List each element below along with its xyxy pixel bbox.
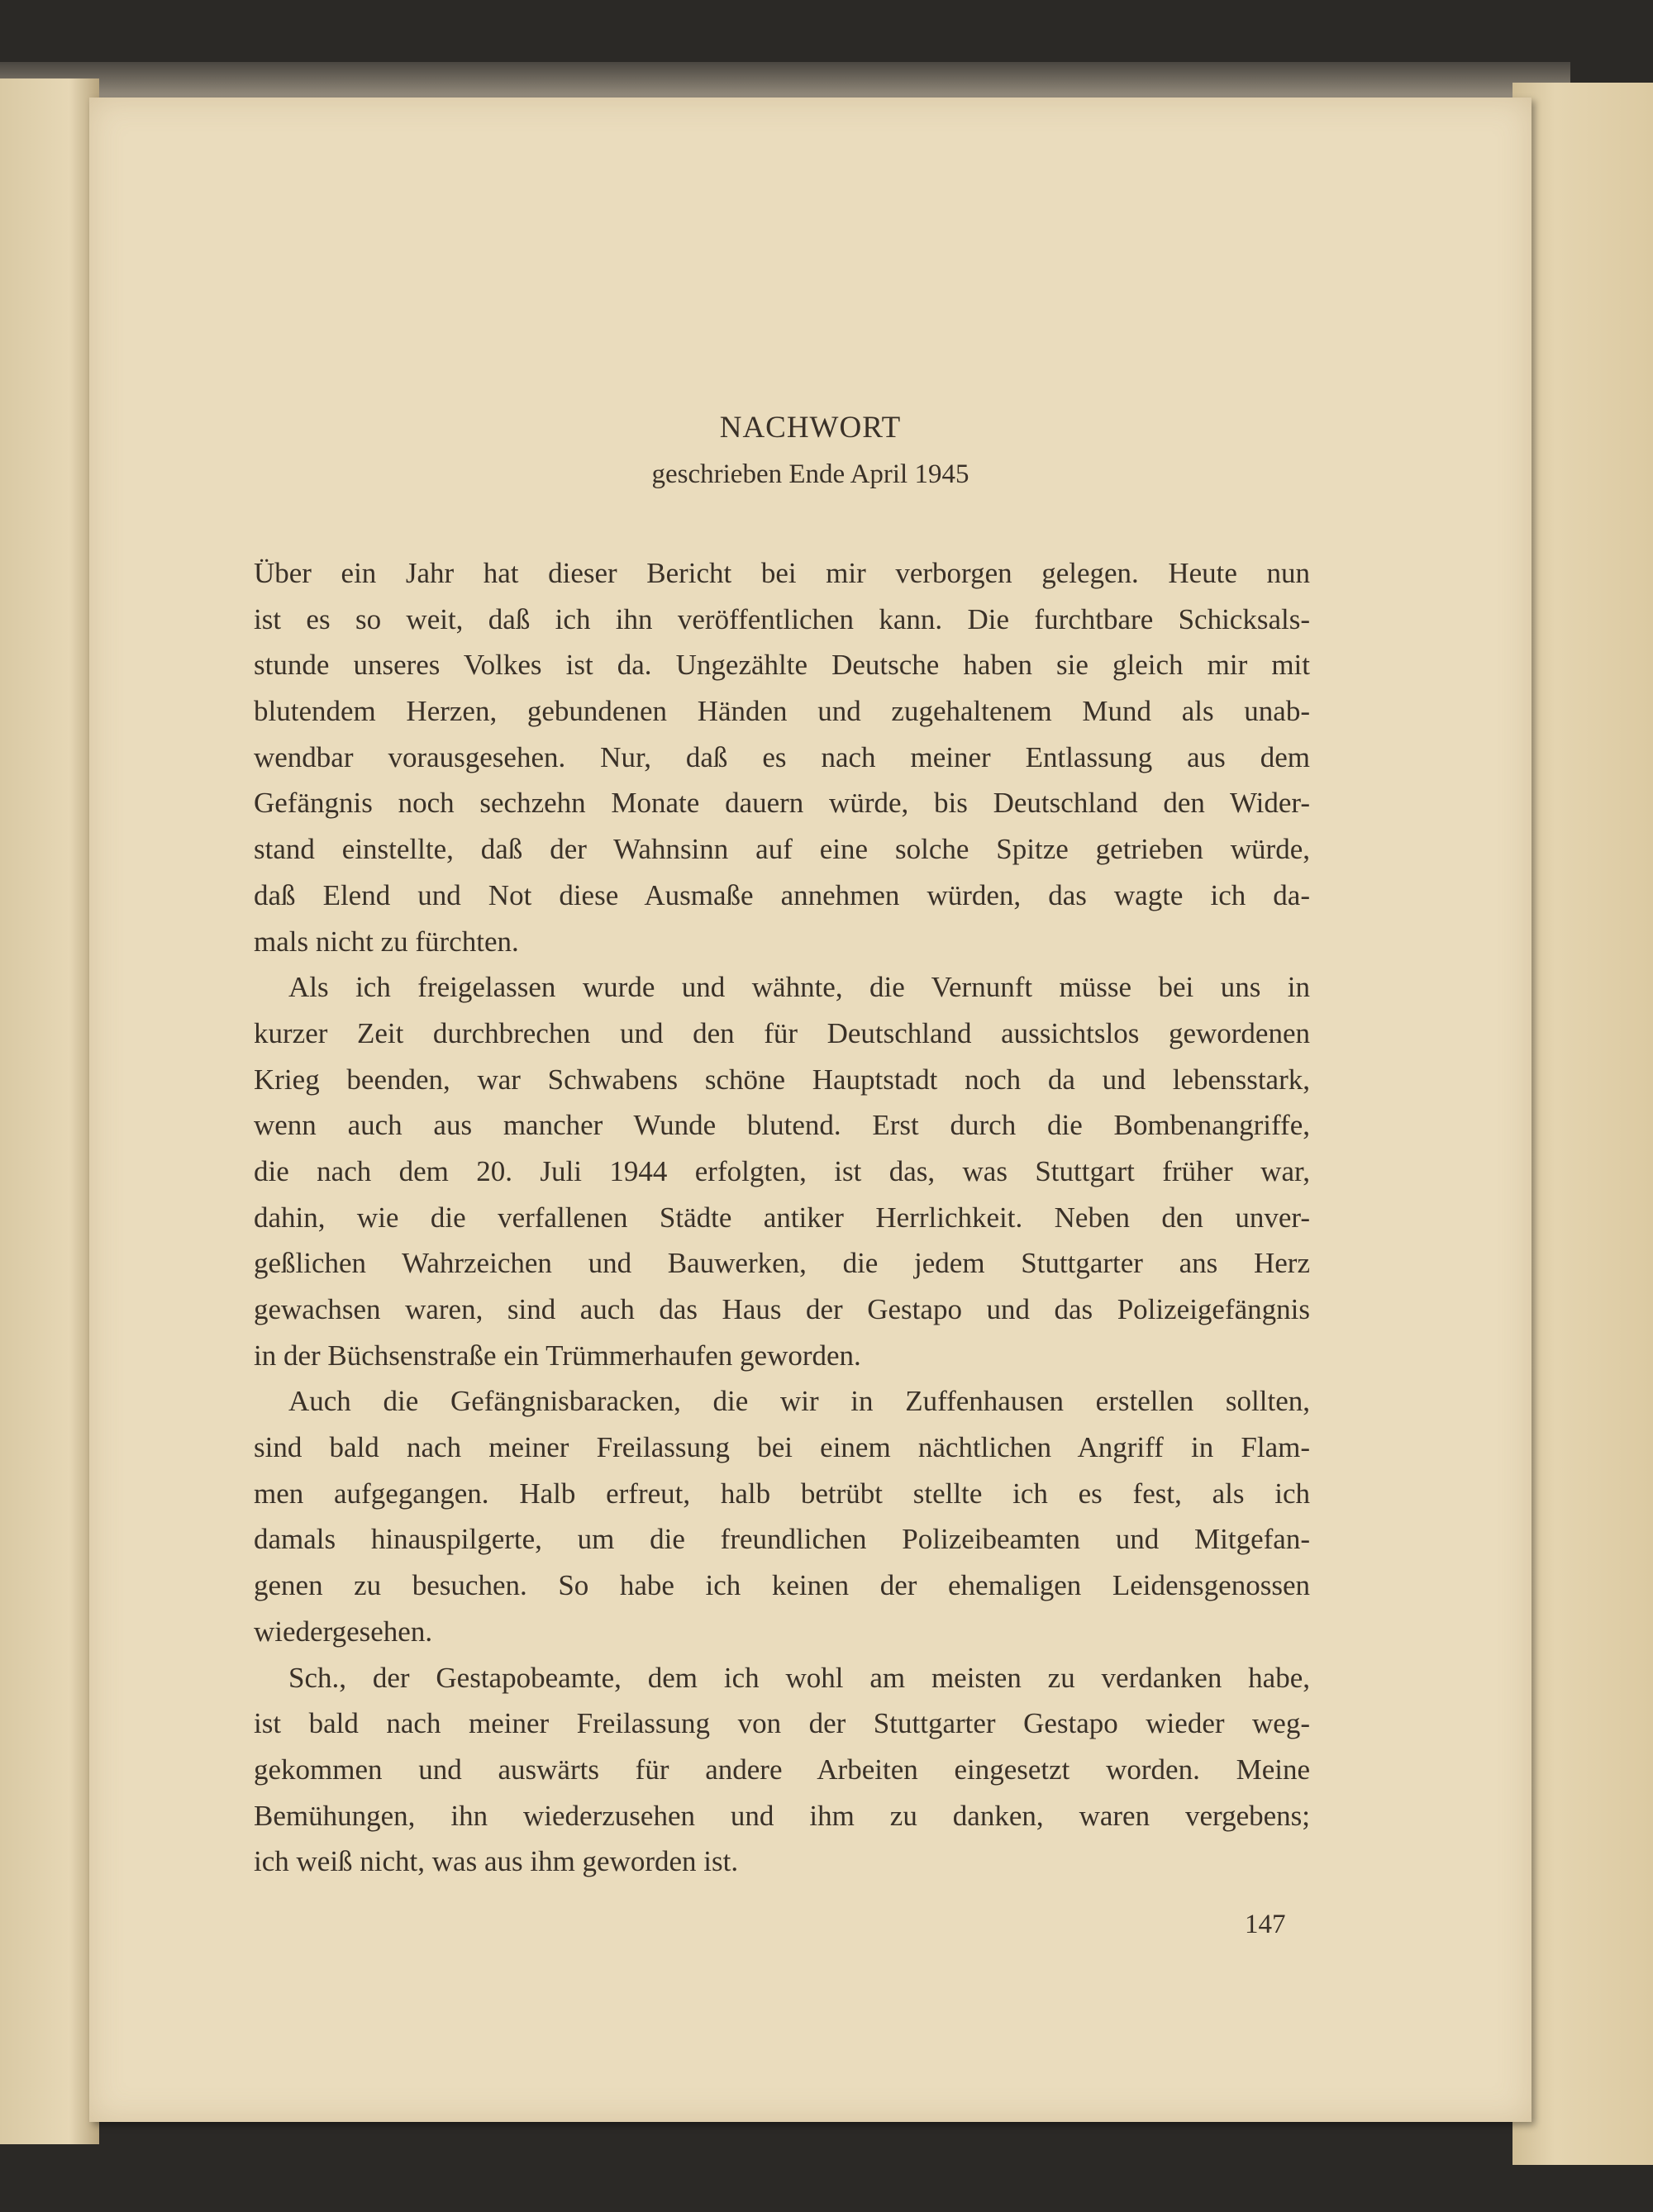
text-line: blutendem Herzen, gebundenen Händen und zugehaltenem Mund als unab- xyxy=(254,695,1310,728)
text-line: wiedergesehen. xyxy=(254,1615,433,1648)
book-cover-board xyxy=(1512,83,1653,2165)
book-top-edge xyxy=(0,62,1570,99)
text-line: mals nicht zu fürchten. xyxy=(254,925,519,958)
text-line: wenn auch aus mancher Wunde blutend. Erst durch die Bombenangriffe, xyxy=(254,1109,1310,1142)
book-page xyxy=(89,98,1532,2122)
text-line: gekommen und auswärts für andere Arbeiten eingesetzt worden. Meine xyxy=(254,1753,1310,1786)
paragraph xyxy=(254,964,1310,1378)
text-line: Gefängnis noch sechzehn Monate dauern würde, bis Deutschland den Wider- xyxy=(254,787,1310,820)
text-line: stunde unseres Volkes ist da. Ungezählte Deutsche haben sie gleich mir mit xyxy=(254,649,1310,682)
text-line: dahin, wie die verfallenen Städte antiker Herrlichkeit. Neben den unver- xyxy=(254,1201,1310,1234)
text-line: sind bald nach meiner Freilassung bei einem nächtlichen Angriff in Flam- xyxy=(254,1431,1310,1464)
text-line: kurzer Zeit durchbrechen und den für Deutschland aussichtslos gewordenen xyxy=(254,1016,1310,1049)
text-line: Sch., der Gestapobeamte, dem ich wohl am meisten zu verdanken habe, xyxy=(288,1661,1310,1694)
text-line: ist bald nach meiner Freilassung von der Stuttgarter Gestapo wieder weg- xyxy=(254,1707,1310,1740)
chapter-heading: NACHWORT xyxy=(719,411,902,445)
text-line: ich weiß nicht, was aus ihm geworden ist. xyxy=(254,1845,739,1878)
text-line: Bemühungen, ihn wiederzusehen und ihm zu danken, waren vergebens; xyxy=(254,1799,1310,1832)
paragraph xyxy=(254,1378,1310,1654)
text-line: daß Elend und Not diese Ausmaße annehmen würden, das wagte ich da- xyxy=(254,878,1310,911)
text-line: gewachsen waren, sind auch das Haus der Gestapo und das Polizeigefängnis xyxy=(254,1293,1310,1325)
text-line: wendbar vorausgesehen. Nur, daß es nach meiner Entlassung aus dem xyxy=(254,740,1310,773)
text-line: ist es so weit, daß ich ihn veröffentlichen kann. Die furchtbare Schicksals- xyxy=(254,602,1310,635)
text-line: damals hinauspilgerte, um die freundlichen Polizeibeamten und Mitgefan- xyxy=(254,1523,1310,1556)
text-line: Über ein Jahr hat dieser Bericht bei mir verborgen gelegen. Heute nun xyxy=(254,557,1310,589)
page-number: 147 xyxy=(1245,1910,1286,1939)
text-line: genen zu besuchen. So habe ich keinen der ehemaligen Leidensgenossen xyxy=(254,1569,1310,1602)
paragraph xyxy=(254,1655,1310,1885)
paragraph xyxy=(254,550,1310,964)
text-line: die nach dem 20. Juli 1944 erfolgten, ist das, was Stuttgart früher war, xyxy=(254,1154,1310,1187)
facing-page-edge xyxy=(0,78,99,2144)
body-text xyxy=(254,550,1310,1885)
text-line: geßlichen Wahrzeichen und Bauwerken, die jedem Stuttgarter ans Herz xyxy=(254,1247,1310,1280)
text-line: stand einstellte, daß der Wahnsinn auf eine solche Spitze getrieben würde, xyxy=(254,833,1310,866)
text-line: Krieg beenden, war Schwabens schöne Hauptstadt noch da und lebensstark, xyxy=(254,1063,1310,1096)
text-line: Als ich freigelassen wurde und wähnte, die Vernunft müsse bei uns in xyxy=(288,971,1310,1004)
chapter-subheading: geschrieben Ende April 1945 xyxy=(651,459,969,489)
text-line: men aufgegangen. Halb erfreut, halb betrübt stellte ich es fest, als ich xyxy=(254,1477,1310,1510)
text-line: Auch die Gefängnisbaracken, die wir in Zuffenhausen erstellen sollten, xyxy=(288,1385,1310,1418)
text-line: in der Büchsenstraße ein Trümmerhaufen geworden. xyxy=(254,1339,861,1372)
